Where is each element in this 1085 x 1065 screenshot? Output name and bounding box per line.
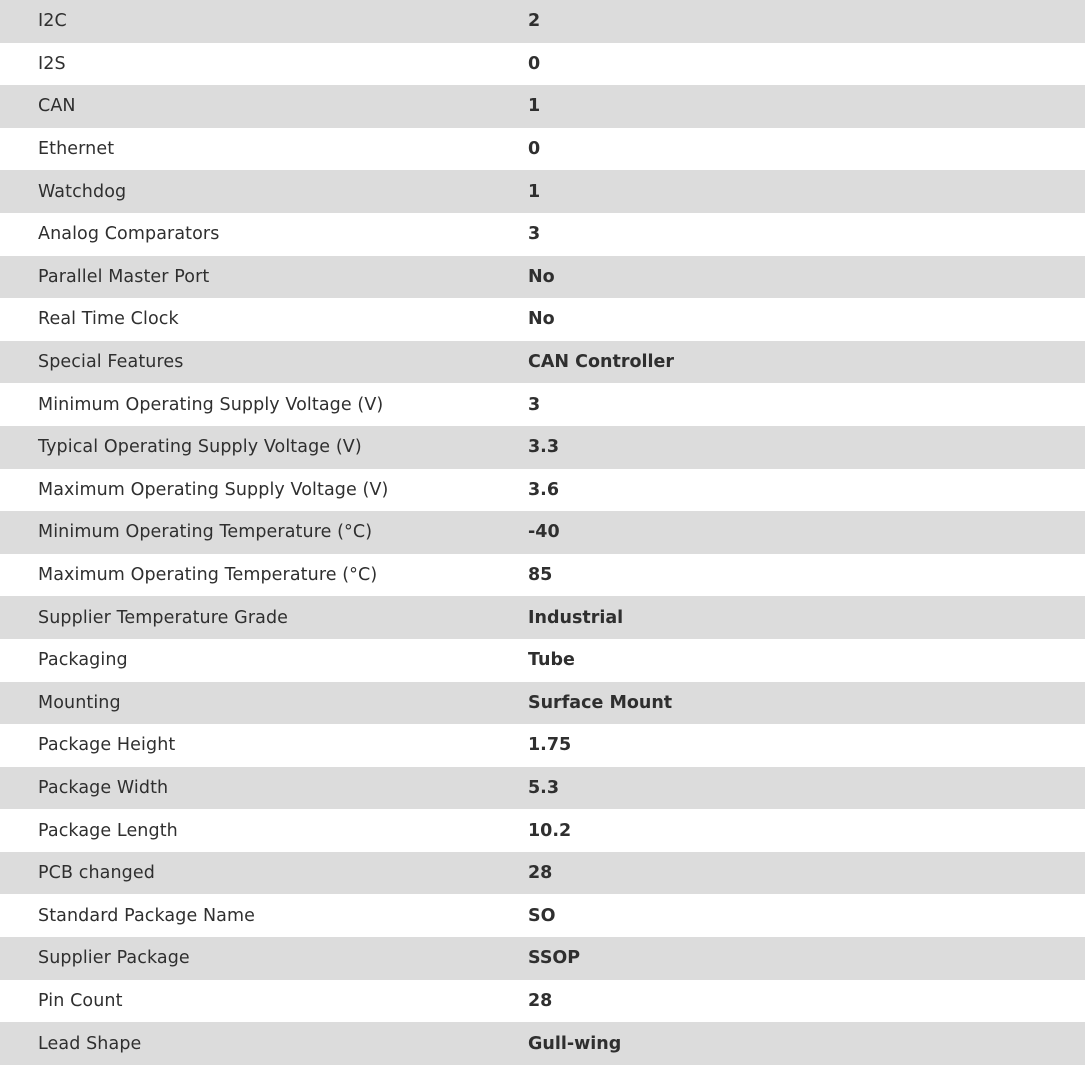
spec-value: 5.3: [528, 777, 560, 798]
spec-value: CAN Controller: [528, 352, 674, 373]
spec-label: CAN: [38, 96, 76, 117]
spec-label: PCB changed: [38, 863, 155, 884]
spec-label: Pin Count: [38, 990, 123, 1011]
spec-value: 28: [528, 863, 553, 884]
spec-value: 0: [528, 139, 541, 160]
spec-row: [0, 639, 1085, 682]
spec-label: Maximum Operating Supply Voltage (V): [38, 479, 389, 500]
spec-value: 28: [528, 990, 553, 1011]
spec-row: [0, 426, 1085, 469]
spec-row: [0, 213, 1085, 256]
spec-label: Real Time Clock: [38, 309, 179, 330]
spec-label: Supplier Temperature Grade: [38, 607, 289, 628]
spec-row: [0, 1022, 1085, 1065]
spec-label: Supplier Package: [38, 948, 190, 969]
spec-row: [0, 894, 1085, 937]
spec-row: [0, 852, 1085, 895]
spec-label: I2C: [38, 11, 67, 32]
spec-label: Mounting: [38, 692, 121, 713]
spec-row: [0, 980, 1085, 1023]
spec-label: Typical Operating Supply Voltage (V): [38, 437, 362, 458]
spec-label: Maximum Operating Temperature (°C): [38, 565, 378, 586]
spec-value: No: [528, 266, 555, 287]
spec-value: -40: [528, 522, 560, 543]
spec-row: [0, 469, 1085, 512]
spec-row: [0, 511, 1085, 554]
spec-value: 3.3: [528, 437, 560, 458]
spec-row: [0, 554, 1085, 597]
spec-value: SO: [528, 905, 556, 926]
spec-value: Surface Mount: [528, 692, 673, 713]
spec-value: 1.75: [528, 735, 572, 756]
spec-label: Watchdog: [38, 181, 127, 202]
spec-label: Minimum Operating Temperature (°C): [38, 522, 373, 543]
spec-label: I2S: [38, 53, 66, 74]
spec-value: Gull-wing: [528, 1033, 622, 1054]
spec-label: Minimum Operating Supply Voltage (V): [38, 394, 384, 415]
spec-row: [0, 0, 1085, 43]
spec-row: [0, 128, 1085, 171]
spec-value: 3: [528, 224, 541, 245]
spec-row: [0, 724, 1085, 767]
spec-row: [0, 937, 1085, 980]
spec-label: Parallel Master Port: [38, 266, 210, 287]
spec-label: Packaging: [38, 650, 128, 671]
spec-value: 1: [528, 96, 541, 117]
spec-value: 2: [528, 11, 541, 32]
spec-value: 3: [528, 394, 541, 415]
spec-label: Package Length: [38, 820, 178, 841]
spec-label: Package Width: [38, 777, 169, 798]
spec-row: [0, 596, 1085, 639]
spec-label: Standard Package Name: [38, 905, 256, 926]
spec-row: [0, 341, 1085, 384]
spec-value: 0: [528, 53, 541, 74]
spec-value: 10.2: [528, 820, 572, 841]
spec-row: [0, 682, 1085, 725]
spec-label: Analog Comparators: [38, 224, 220, 245]
spec-value: 3.6: [528, 479, 560, 500]
spec-value: No: [528, 309, 555, 330]
spec-label: Ethernet: [38, 139, 115, 160]
spec-value: SSOP: [528, 948, 581, 969]
spec-value: 1: [528, 181, 541, 202]
spec-row: [0, 767, 1085, 810]
spec-label: Special Features: [38, 352, 184, 373]
spec-row: [0, 298, 1085, 341]
spec-row: [0, 809, 1085, 852]
spec-value: Tube: [528, 650, 575, 671]
spec-value: 85: [528, 565, 553, 586]
spec-row: [0, 85, 1085, 128]
spec-row: [0, 43, 1085, 86]
spec-label: Package Height: [38, 735, 176, 756]
spec-label: Lead Shape: [38, 1033, 142, 1054]
spec-row: [0, 256, 1085, 299]
spec-value: Industrial: [528, 607, 624, 628]
spec-row: [0, 383, 1085, 426]
spec-row: [0, 170, 1085, 213]
